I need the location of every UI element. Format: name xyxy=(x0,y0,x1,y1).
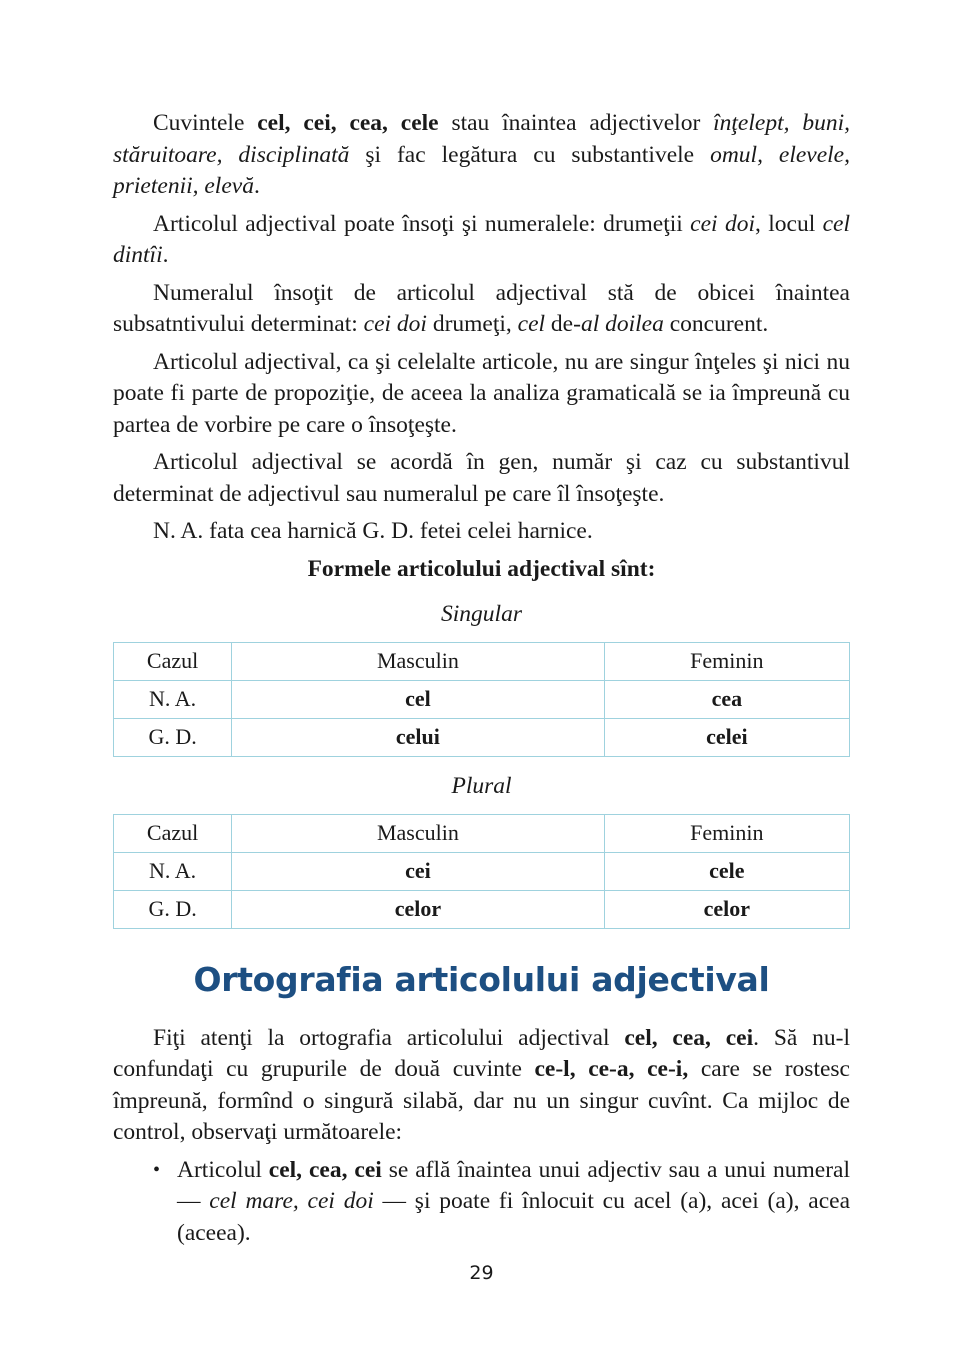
table-row xyxy=(114,680,850,718)
table-header-row xyxy=(114,814,850,852)
list-item xyxy=(153,1155,851,1250)
masculine-cell: cel xyxy=(232,680,605,718)
section-paragraph: Fiţi atenţi la ortografia articolului adjectival cel, cea, cei. Să nu-l confundaţi cu grupurile de două cuvinte ce-l, ce-a, ce-i, care se rostesc împreună, formînd o singură silabă, dar nu un singur cuvînt. Ca mijloc de control, observaţi următoarele: xyxy=(113,1024,851,1145)
case-cell: G. D. xyxy=(114,718,232,756)
bullet-icon: • xyxy=(153,1158,161,1181)
table-row xyxy=(114,890,850,928)
list-item-text: Articolul cel, cea, cei se află înaintea unui adjectiv sau a unui numeral — cel mare, cei doi — şi poate fi înlocuit cu acel (a), acei (a), acea (aceea). xyxy=(177,1156,851,1246)
example-line: N. A. fata cea harnică G. D. fetei celei harnice. xyxy=(153,518,593,544)
header-cell: Cazul xyxy=(114,642,232,680)
header-cell: Cazul xyxy=(114,814,232,852)
table-row xyxy=(114,718,850,756)
feminine-cell: celei xyxy=(604,718,849,756)
masculine-cell: cei xyxy=(232,852,605,890)
case-cell: N. A. xyxy=(114,852,232,890)
masculine-cell: celui xyxy=(232,718,605,756)
section-title: Ortografia articolului adjectival xyxy=(193,959,770,999)
page-content xyxy=(113,108,850,1249)
masculine-cell: celor xyxy=(232,890,605,928)
feminine-cell: cele xyxy=(604,852,849,890)
table-title-singular: Singular xyxy=(441,600,522,627)
feminine-cell: cea xyxy=(604,680,849,718)
paragraph: Cuvintele cel, cei, cea, cele stau înaintea adjectivelor înţelept, buni, stăruitoare, disciplinată şi fac legătura cu substantivele omul, elevele, prietenii, elevă. xyxy=(113,110,850,199)
singular-table xyxy=(113,642,850,757)
page-number: 29 xyxy=(469,1262,494,1284)
case-cell: N. A. xyxy=(114,680,232,718)
header-cell: Feminin xyxy=(604,642,849,680)
table-header-row xyxy=(114,642,850,680)
header-cell: Masculin xyxy=(232,814,605,852)
bullet-list xyxy=(113,1155,850,1250)
table-row xyxy=(114,852,850,890)
feminine-cell: celor xyxy=(604,890,849,928)
paragraph: Numeralul însoţit de articolul adjectival stă de obicei înaintea subsatntivului determinat: cei doi drumeţi, cel de-al doilea concurent. xyxy=(113,279,850,337)
plural-table xyxy=(113,814,850,929)
table-title-plural: Plural xyxy=(451,772,512,799)
header-cell: Masculin xyxy=(232,642,605,680)
paragraph: Articolul adjectival poate însoţi şi numeralele: drumeţii cei doi, locul cel dintîi. xyxy=(113,210,850,268)
case-cell: G. D. xyxy=(114,890,232,928)
header-cell: Feminin xyxy=(604,814,849,852)
forms-heading: Formele articolului adjectival sînt: xyxy=(307,555,656,582)
paragraph: Articolul adjectival, ca şi celelalte articole, nu are singur înţeles şi nici nu poate fi parte de propoziţie, de aceea la analiza gramaticală se ia împreună cu partea de vorbire pe care o însoţeşte. xyxy=(113,348,850,438)
paragraph: Articolul adjectival se acordă în gen, număr şi caz cu substantivul determinat de adjectivul sau numeralul pe care îl însoţeşte. xyxy=(113,449,850,507)
